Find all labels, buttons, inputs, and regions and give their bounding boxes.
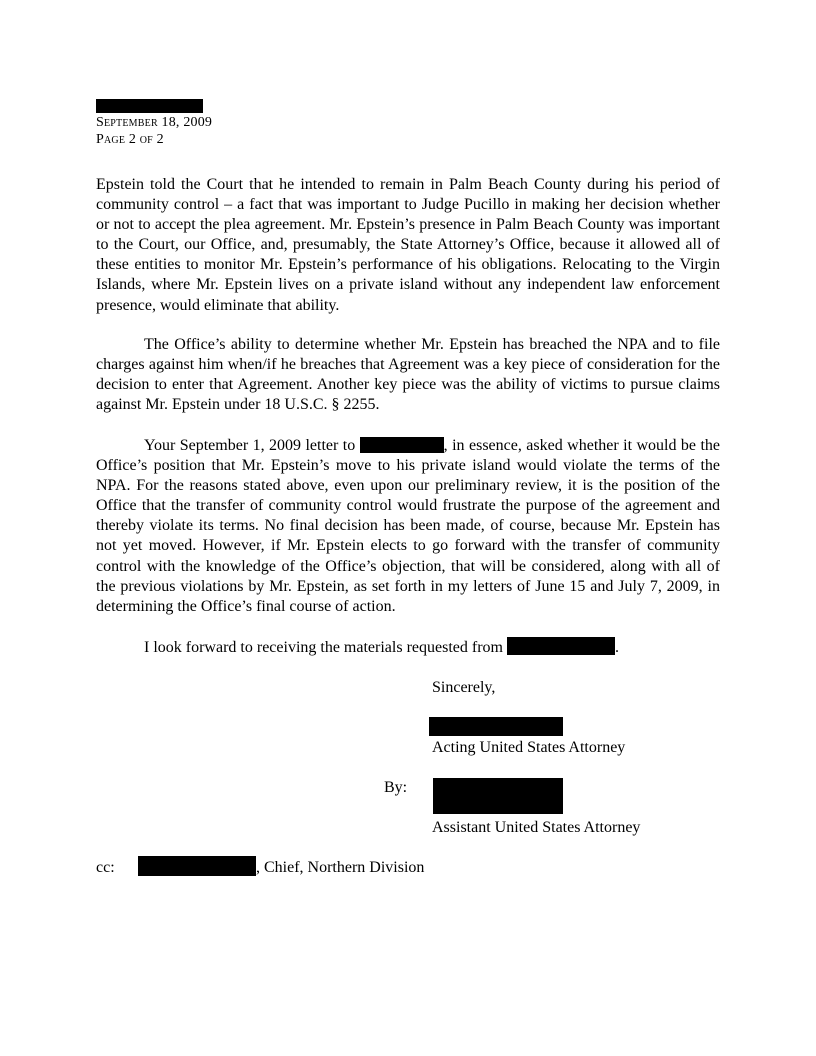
- paragraph-3-start: Your September 1, 2009 letter to: [144, 437, 360, 454]
- paragraph-3-rest: , in essence, asked whether it would be the Office’s position that Mr. Epstein’s move to his private island would violate the terms of the NPA. For the reasons stated above, even upon our preliminary review, it is the position of the Office that the transfer of community control would frustrate the purpose of the agreement and thereby violate its terms. No final decision has been made, of course, because Mr. Epstein has not yet moved. However, if Mr. Epstein elects to go forward with the transfer of community control with the knowledge of the Office’s objection, that will be considered, along with all of the previous violations by Mr. Epstein, as set forth in my letters of June 15 and July 7, 2009, in determining the Office’s final course of action.: [96, 437, 721, 615]
- header-page-number: Page 2 of 2: [96, 132, 164, 147]
- signer-name-redaction: [429, 717, 563, 736]
- signer-title-1: Acting United States Attorney: [432, 739, 626, 756]
- header-date: September 18, 2009: [96, 115, 213, 130]
- signature-redaction: [433, 778, 563, 814]
- cc-label: cc:: [96, 859, 115, 876]
- signer-title-2: Assistant United States Attorney: [432, 819, 641, 836]
- paragraph-4-start: I look forward to receiving the materials requested from: [144, 639, 507, 656]
- paragraph-2: The Office’s ability to determine whether Mr. Epstein has breached the NPA and to file charges against him when/if he breaches that Agreement was a key piece of consideration for the decision to enter that Agreement. Another key piece was the ability of victims to pursue claims against Mr. Epstein under 18 U.S.C. § 2255.: [96, 336, 720, 414]
- cc-recipient-title: , Chief, Northern Division: [256, 859, 425, 876]
- paragraph-3: [96, 436, 720, 617]
- paragraph-1: Epstein told the Court that he intended to remain in Palm Beach County during his period of community control – a fact that was important to Judge Pucillo in making her decision whether or not to accept the plea agreement. Mr. Epstein’s presence in Palm Beach County was important to the Court, our Office, and, presumably, the State Attorney’s Office, because it allowed all of these entities to monitor Mr. Epstein’s performance of his obligations. Relocating to the Virgin Islands, where Mr. Epstein lives on a private island without any independent law enforcement presence, would eliminate that ability.: [96, 176, 720, 314]
- closing: Sincerely,: [432, 679, 496, 696]
- cc-name-redaction: [138, 856, 256, 876]
- paragraph-4-end: .: [614, 639, 619, 656]
- materials-source-redaction: [507, 637, 615, 655]
- recipient-redaction: [360, 437, 444, 453]
- header-redaction: [96, 99, 203, 113]
- paragraph-4: [96, 637, 720, 658]
- by-label: By:: [384, 779, 408, 796]
